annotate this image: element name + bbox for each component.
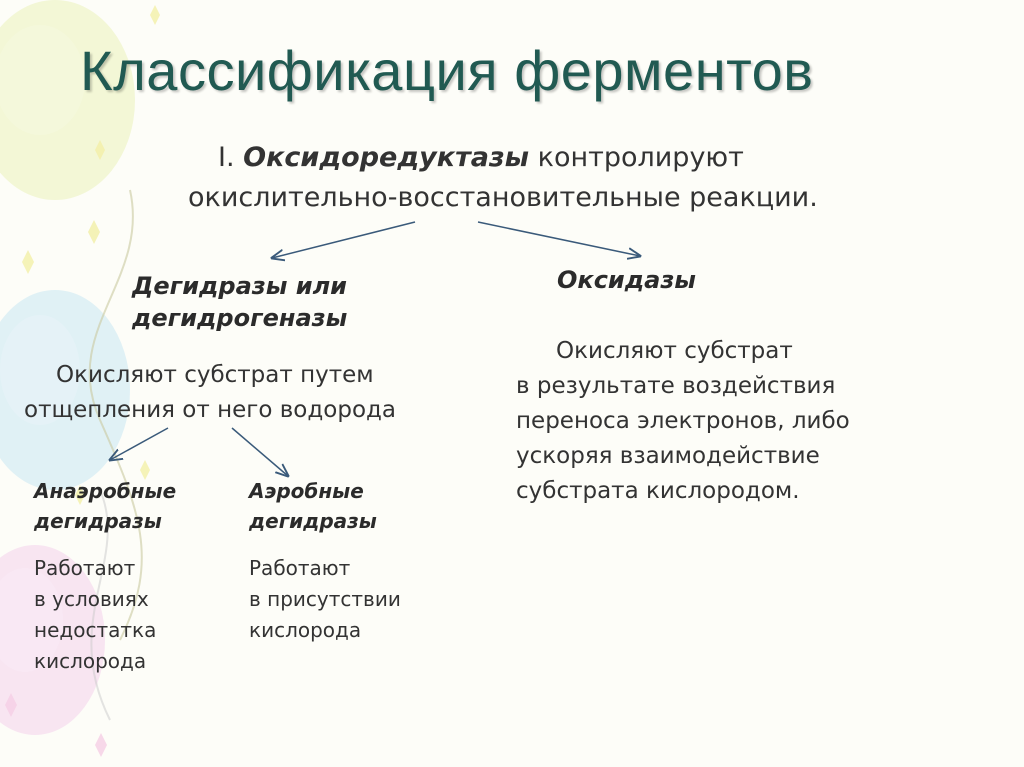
oxidases-heading: Оксидазы <box>557 266 696 294</box>
anaerobic-heading-line-2: дегидразы <box>34 509 162 533</box>
dehydrases-heading-line-2: дегидрогеназы <box>132 304 348 332</box>
anaerobic-desc-line-3: недостатка <box>34 618 157 642</box>
anaerobic-description <box>34 553 156 677</box>
aerobic-desc-line-2: в присутствии <box>249 587 401 611</box>
dehydrases-heading <box>132 270 347 334</box>
slide-title: Классификация ферментов <box>80 39 814 102</box>
anaerobic-heading-line-1: Анаэробные <box>34 479 177 503</box>
aerobic-heading-line-2: дегидразы <box>249 509 377 533</box>
anaerobic-desc-line-2: в условиях <box>34 587 149 611</box>
intro-numeral: I. <box>218 142 244 173</box>
aerobic-heading-line-1: Аэробные <box>249 479 364 503</box>
dehydrases-desc-line-1: Окисляют субстрат путем <box>56 362 374 388</box>
dehydrases-heading-line-1: Дегидразы или <box>132 272 347 300</box>
oxidases-desc-line-4: ускоряя взаимодействие <box>516 443 820 469</box>
intro-line-2: окислительно-восстановительные реакции. <box>188 182 818 213</box>
arrow-to-oxidases <box>478 222 640 256</box>
dehydrases-desc-line-2: отщепления от него водорода <box>24 397 397 423</box>
arrow-to-anaerobic <box>110 428 168 460</box>
dehydrases-description <box>24 358 396 428</box>
intro-rest: контролируют <box>529 142 744 173</box>
aerobic-description <box>249 553 401 646</box>
oxidases-desc-line-3: переноса электронов, либо <box>516 408 850 434</box>
anaerobic-desc-line-1: Работают <box>34 556 136 580</box>
anaerobic-desc-line-4: кислорода <box>34 649 147 673</box>
aerobic-desc-line-1: Работают <box>249 556 351 580</box>
aerobic-heading <box>249 476 377 536</box>
arrow-to-aerobic <box>232 428 288 476</box>
intro-term: Оксидоредуктазы <box>243 142 530 173</box>
aerobic-desc-line-3: кислорода <box>249 618 362 642</box>
oxidases-desc-line-2: в результате воздействия <box>516 373 836 399</box>
oxidases-desc-line-5: субстрата кислородом. <box>516 478 800 504</box>
oxidases-description <box>516 334 850 509</box>
arrow-to-dehydrases <box>272 222 415 258</box>
oxidases-desc-line-1: Окисляют субстрат <box>556 338 793 364</box>
anaerobic-heading <box>34 476 176 536</box>
